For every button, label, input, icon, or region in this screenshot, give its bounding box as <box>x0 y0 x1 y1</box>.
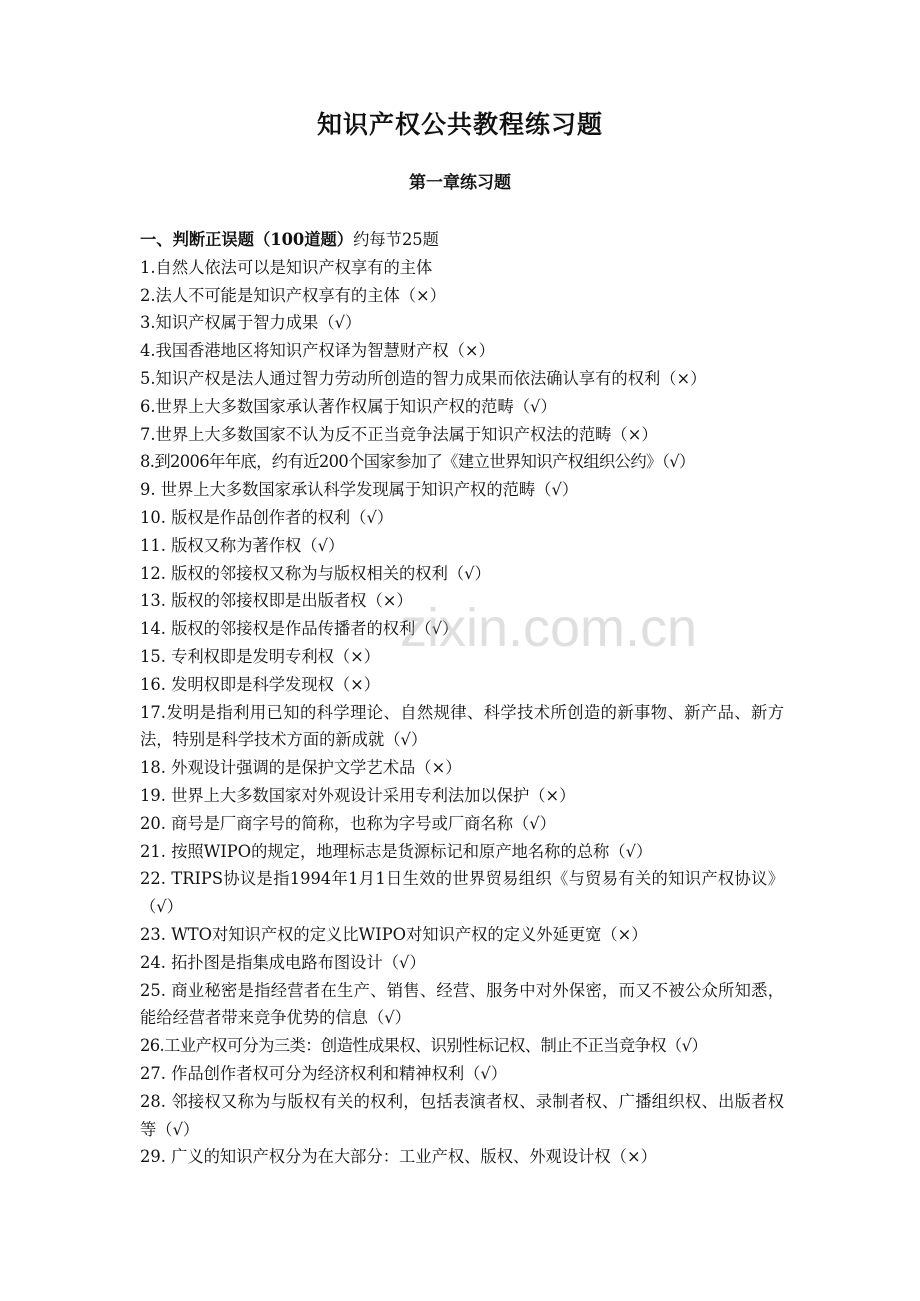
question-item: 23. WTO对知识产权的定义比WIPO对知识产权的定义外延更宽（×） <box>140 924 648 944</box>
question-list <box>140 226 784 1171</box>
question-item: 2.法人不可能是知识产权享有的主体（×） <box>140 285 446 305</box>
question-item: 13. 版权的邻接权即是出版者权（×） <box>140 591 413 611</box>
question-item: 14. 版权的邻接权是作品传播者的权利（√） <box>140 619 459 639</box>
question-item: 24. 拓扑图是指集成电路布图设计（√） <box>140 952 426 972</box>
question-item: 29. 广义的知识产权分为在大部分：工业产权、版权、外观设计权（×） <box>140 1147 657 1167</box>
question-item: 11. 版权又称为著作权（√） <box>140 535 345 555</box>
question-item: 20. 商号是厂商字号的简称，也称为字号或厂商名称（√） <box>140 813 556 833</box>
question-item: 16. 发明权即是科学发现权（×） <box>140 674 381 694</box>
question-item: 12. 版权的邻接权又称为与版权相关的权利（√） <box>140 563 491 583</box>
question-item: 5.知识产权是法人通过智力劳动所创造的智力成果而依法确认享有的权利（×） <box>140 368 707 388</box>
question-item: 8.到2006年年底，约有近200个国家参加了《建立世界知识产权组织公约》（√） <box>140 452 695 472</box>
question-item: 1.自然人依法可以是知识产权享有的主体 <box>140 257 433 277</box>
chapter-heading: 第一章练习题 <box>409 173 511 193</box>
watermark-text: zixin.com.cn <box>400 598 698 658</box>
question-item: 15. 专利权即是发明专利权（×） <box>140 646 381 666</box>
question-item: 25. 商业秘密是指经营者在生产、销售、经营、服务中对外保密，而又不被公众所知悉，能给经营者带来竞争优势的信息（√） <box>140 980 784 1028</box>
question-item: 10. 版权是作品创作者的权利（√） <box>140 507 394 527</box>
question-item: 18. 外观设计强调的是保护文学艺术品（×） <box>140 758 462 778</box>
question-item: 27. 作品创作者权可分为经济权利和精神权利（√） <box>140 1063 508 1083</box>
question-item: 6.世界上大多数国家承认著作权属于知识产权的范畴（√） <box>140 396 557 416</box>
question-item: 22. TRIPS协议是指1994年1月1日生效的世界贸易组织《与贸易有关的知识产权协议》（√） <box>140 869 784 917</box>
question-item: 19. 世界上大多数国家对外观设计采用专利法加以保护（×） <box>140 785 576 805</box>
question-item: 26.工业产权可分为三类：创造性成果权、识别性标记权、制止不正当竞争权（√） <box>140 1036 708 1056</box>
question-item: 3.知识产权属于智力成果（√） <box>140 313 362 333</box>
section-heading <box>140 226 784 254</box>
section-heading-note: 约每节25题 <box>353 230 439 249</box>
question-item: 4.我国香港地区将知识产权译为智慧财产权（×） <box>140 341 495 361</box>
question-item: 7.世界上大多数国家不认为反不正当竞争法属于知识产权法的范畴（×） <box>140 424 658 444</box>
question-item: 17.发明是指利用已知的科学理论、自然规律、科学技术所创造的新事物、新产品、新方法，特别是科学技术方面的新成就（√） <box>140 702 784 750</box>
question-item: 21. 按照WIPO的规定，地理标志是货源标记和原产地名称的总称（√） <box>140 841 653 861</box>
question-item: 28. 邻接权又称为与版权有关的权利，包括表演者权、录制者权、广播组织权、出版者权等（√） <box>140 1091 784 1139</box>
question-item: 9. 世界上大多数国家承认科学发现属于知识产权的范畴（√） <box>140 480 579 500</box>
section-heading-title: 一、判断正误题（100道题） <box>140 230 354 249</box>
document-title: 知识产权公共教程练习题 <box>316 110 603 139</box>
